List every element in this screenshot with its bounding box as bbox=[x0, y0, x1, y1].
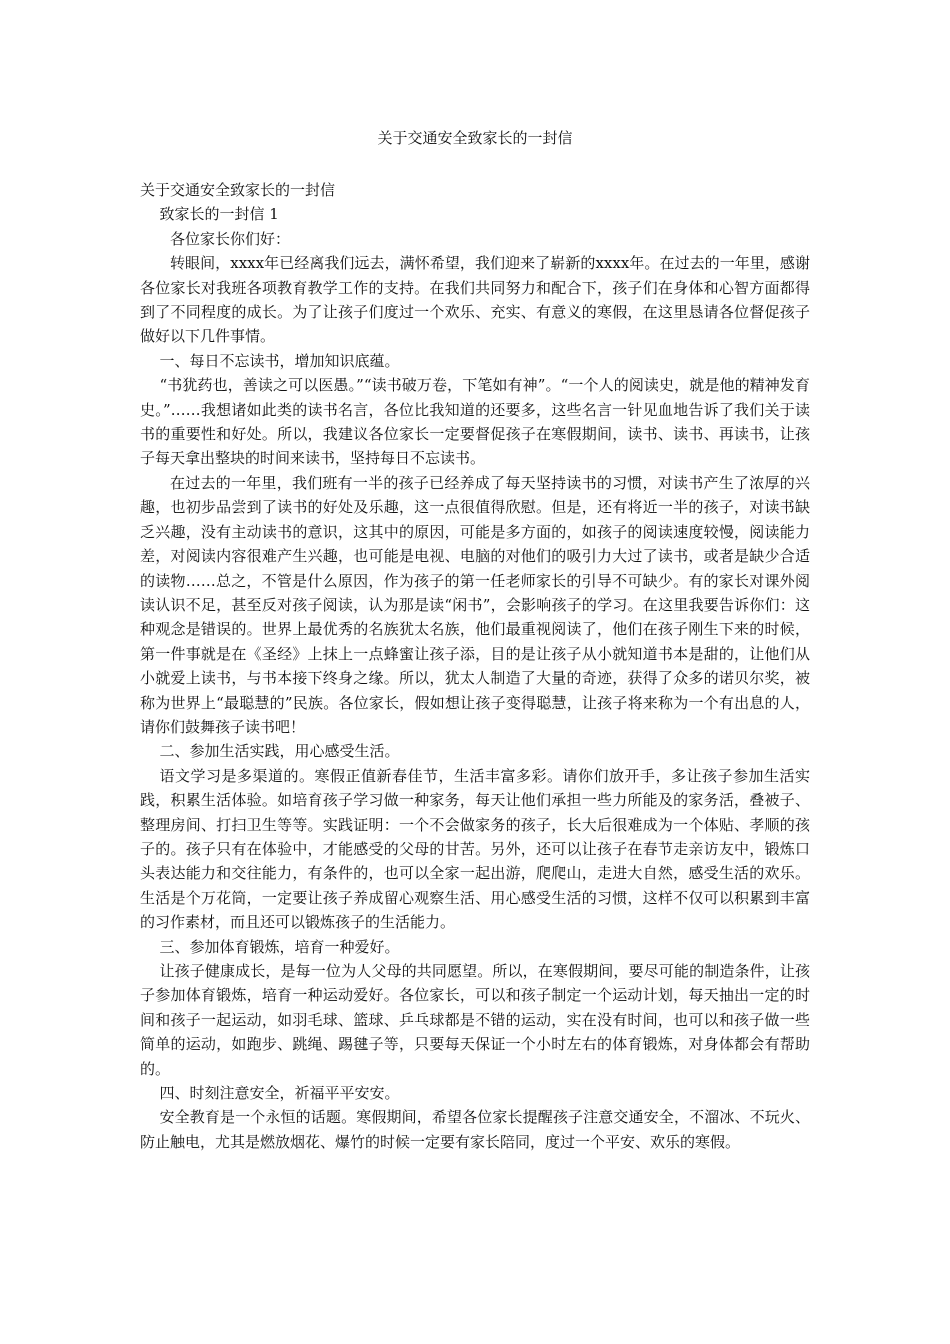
section-heading-safety: 四、时刻注意安全，祈福平平安安。 bbox=[159, 1084, 400, 1103]
paragraph-safety: 安全教育是一个永恒的话题。寒假期间，希望各位家长提醒孩子注意交通安全，不溜冰、不玩火、防止触电，尤其是燃放烟花、爆竹的时候一定要有家长陪同，度过一个平安、欢乐的寒假。 bbox=[140, 1108, 810, 1151]
paragraph-practice: 语文学习是多渠道的。寒假正值新春佳节，生活丰富多彩。请你们放开手，多让孩子参加生活实践，积累生活体验。如培育孩子学习做一种家务，每天让他们承担一些力所能及的家务活，叠被子、整理房间、打扫卫生等等。实践证明：一个不会做家务的孩子，长大后很难成为一个体贴、孝顺的孩子的。孩子只有在体验中，才能感受的父母的甘苦。另外，还可以让孩子在春节走亲访友中，锻炼口头表达能力和交往能力，有条件的，也可以全家一起出游，爬爬山，走进大自然，感受生活的欢乐。生活是个万花筒，一定要让孩子养成留心观察生活、用心感受生活的习惯，这样不仅可以积累到丰富的习作素材，而且还可以锻炼孩子的生活能力。 bbox=[140, 766, 810, 932]
section-heading-reading: 一、每日不忘读书，增加知识底蕴。 bbox=[159, 351, 400, 370]
letter-greeting: 各位家长你们好： bbox=[170, 229, 291, 248]
document-subtitle: 关于交通安全致家长的一封信 bbox=[140, 181, 336, 199]
document-body bbox=[140, 178, 810, 1154]
section-heading-sports: 三、参加体育锻炼，培育一种爱好。 bbox=[159, 937, 400, 956]
paragraph-reading-habits: 在过去的一年里，我们班有一半的孩子已经养成了每天坚持读书的习惯，对读书产生了浓厚的兴趣，也初步品尝到了读书的好处及乐趣，这一点很值得欣慰。但是，还有将近一半的孩子，对读书缺乏兴趣，没有主动读书的意识，这其中的原因，可能是多方面的，如孩子的阅读速度较慢，阅读能力差，对阅读内容很难产生兴趣，也可能是电视、电脑的对他们的吸引力大过了读书，或者是缺少合适的读物……总之，不管是什么原因，作为孩子的第一任老师家长的引导不可缺少。有的家长对课外阅读认识不足，甚至反对孩子阅读，认为那是读“闲书”，会影响孩子的学习。在这里我要告诉你们：这种观念是错误的。世界上最优秀的名族犹太名族，他们最重视阅读了，他们在孩子刚生下来的时候，第一件事就是在《圣经》上抹上一点蜂蜜让孩子添，目的是让孩子从小就知道书本是甜的，让他们从小就爱上读书，与书本接下终身之缘。所以，犹太人制造了大量的奇迹，获得了众多的诺贝尔奖，被称为世界上“最聪慧的”民族。各位家长，假如想让孩子变得聪慧，让孩子将来称为一个有出息的人，请你们鼓舞孩子读书吧！ bbox=[140, 473, 810, 736]
paragraph-sports: 让孩子健康成长，是每一位为人父母的共同愿望。所以，在寒假期间，要尽可能的制造条件，让孩子参加体育锻炼，培育一种运动爱好。各位家长，可以和孩子制定一个运动计划，每天抽出一定的时间和孩子一起运动，如羽毛球、篮球、乒乓球都是不错的运动，实在没有时间，也可以和孩子做一些简单的运动，如跑步、跳绳、踢毽子等，只要每天保证一个小时左右的体育锻炼，对身体都会有帮助的。 bbox=[140, 962, 810, 1078]
document-title: 关于交通安全致家长的一封信 bbox=[377, 129, 573, 147]
letter-heading: 致家长的一封信 1 bbox=[159, 205, 279, 224]
paragraph-intro: 转眼间，xxxx年已经离我们远去，满怀希望，我们迎来了崭新的xxxx年。在过去的一年里，感谢各位家长对我班各项教育教学工作的支持。在我们共同努力和配合下，孩子们在身体和心智方面都得到了不同程度的成长。为了让孩子们度过一个欢乐、充实、有意义的寒假，在这里恳请各位督促孩子做好以下几件事情。 bbox=[140, 254, 810, 346]
paragraph-reading-quotes: “书犹药也，善读之可以医愚。”“读书破万卷，下笔如有神”。“一个人的阅读史，就是他的精神发育史。”……我想诸如此类的读书名言，各位比我知道的还要多，这些名言一针见血地告诉了我们关于读书的重要性和好处。所以，我建议各位家长一定要督促孩子在寒假期间，读书、读书、再读书，让孩子每天拿出整块的时间来读书，坚持每日不忘读书。 bbox=[140, 376, 810, 468]
section-heading-practice: 二、参加生活实践，用心感受生活。 bbox=[159, 742, 400, 761]
